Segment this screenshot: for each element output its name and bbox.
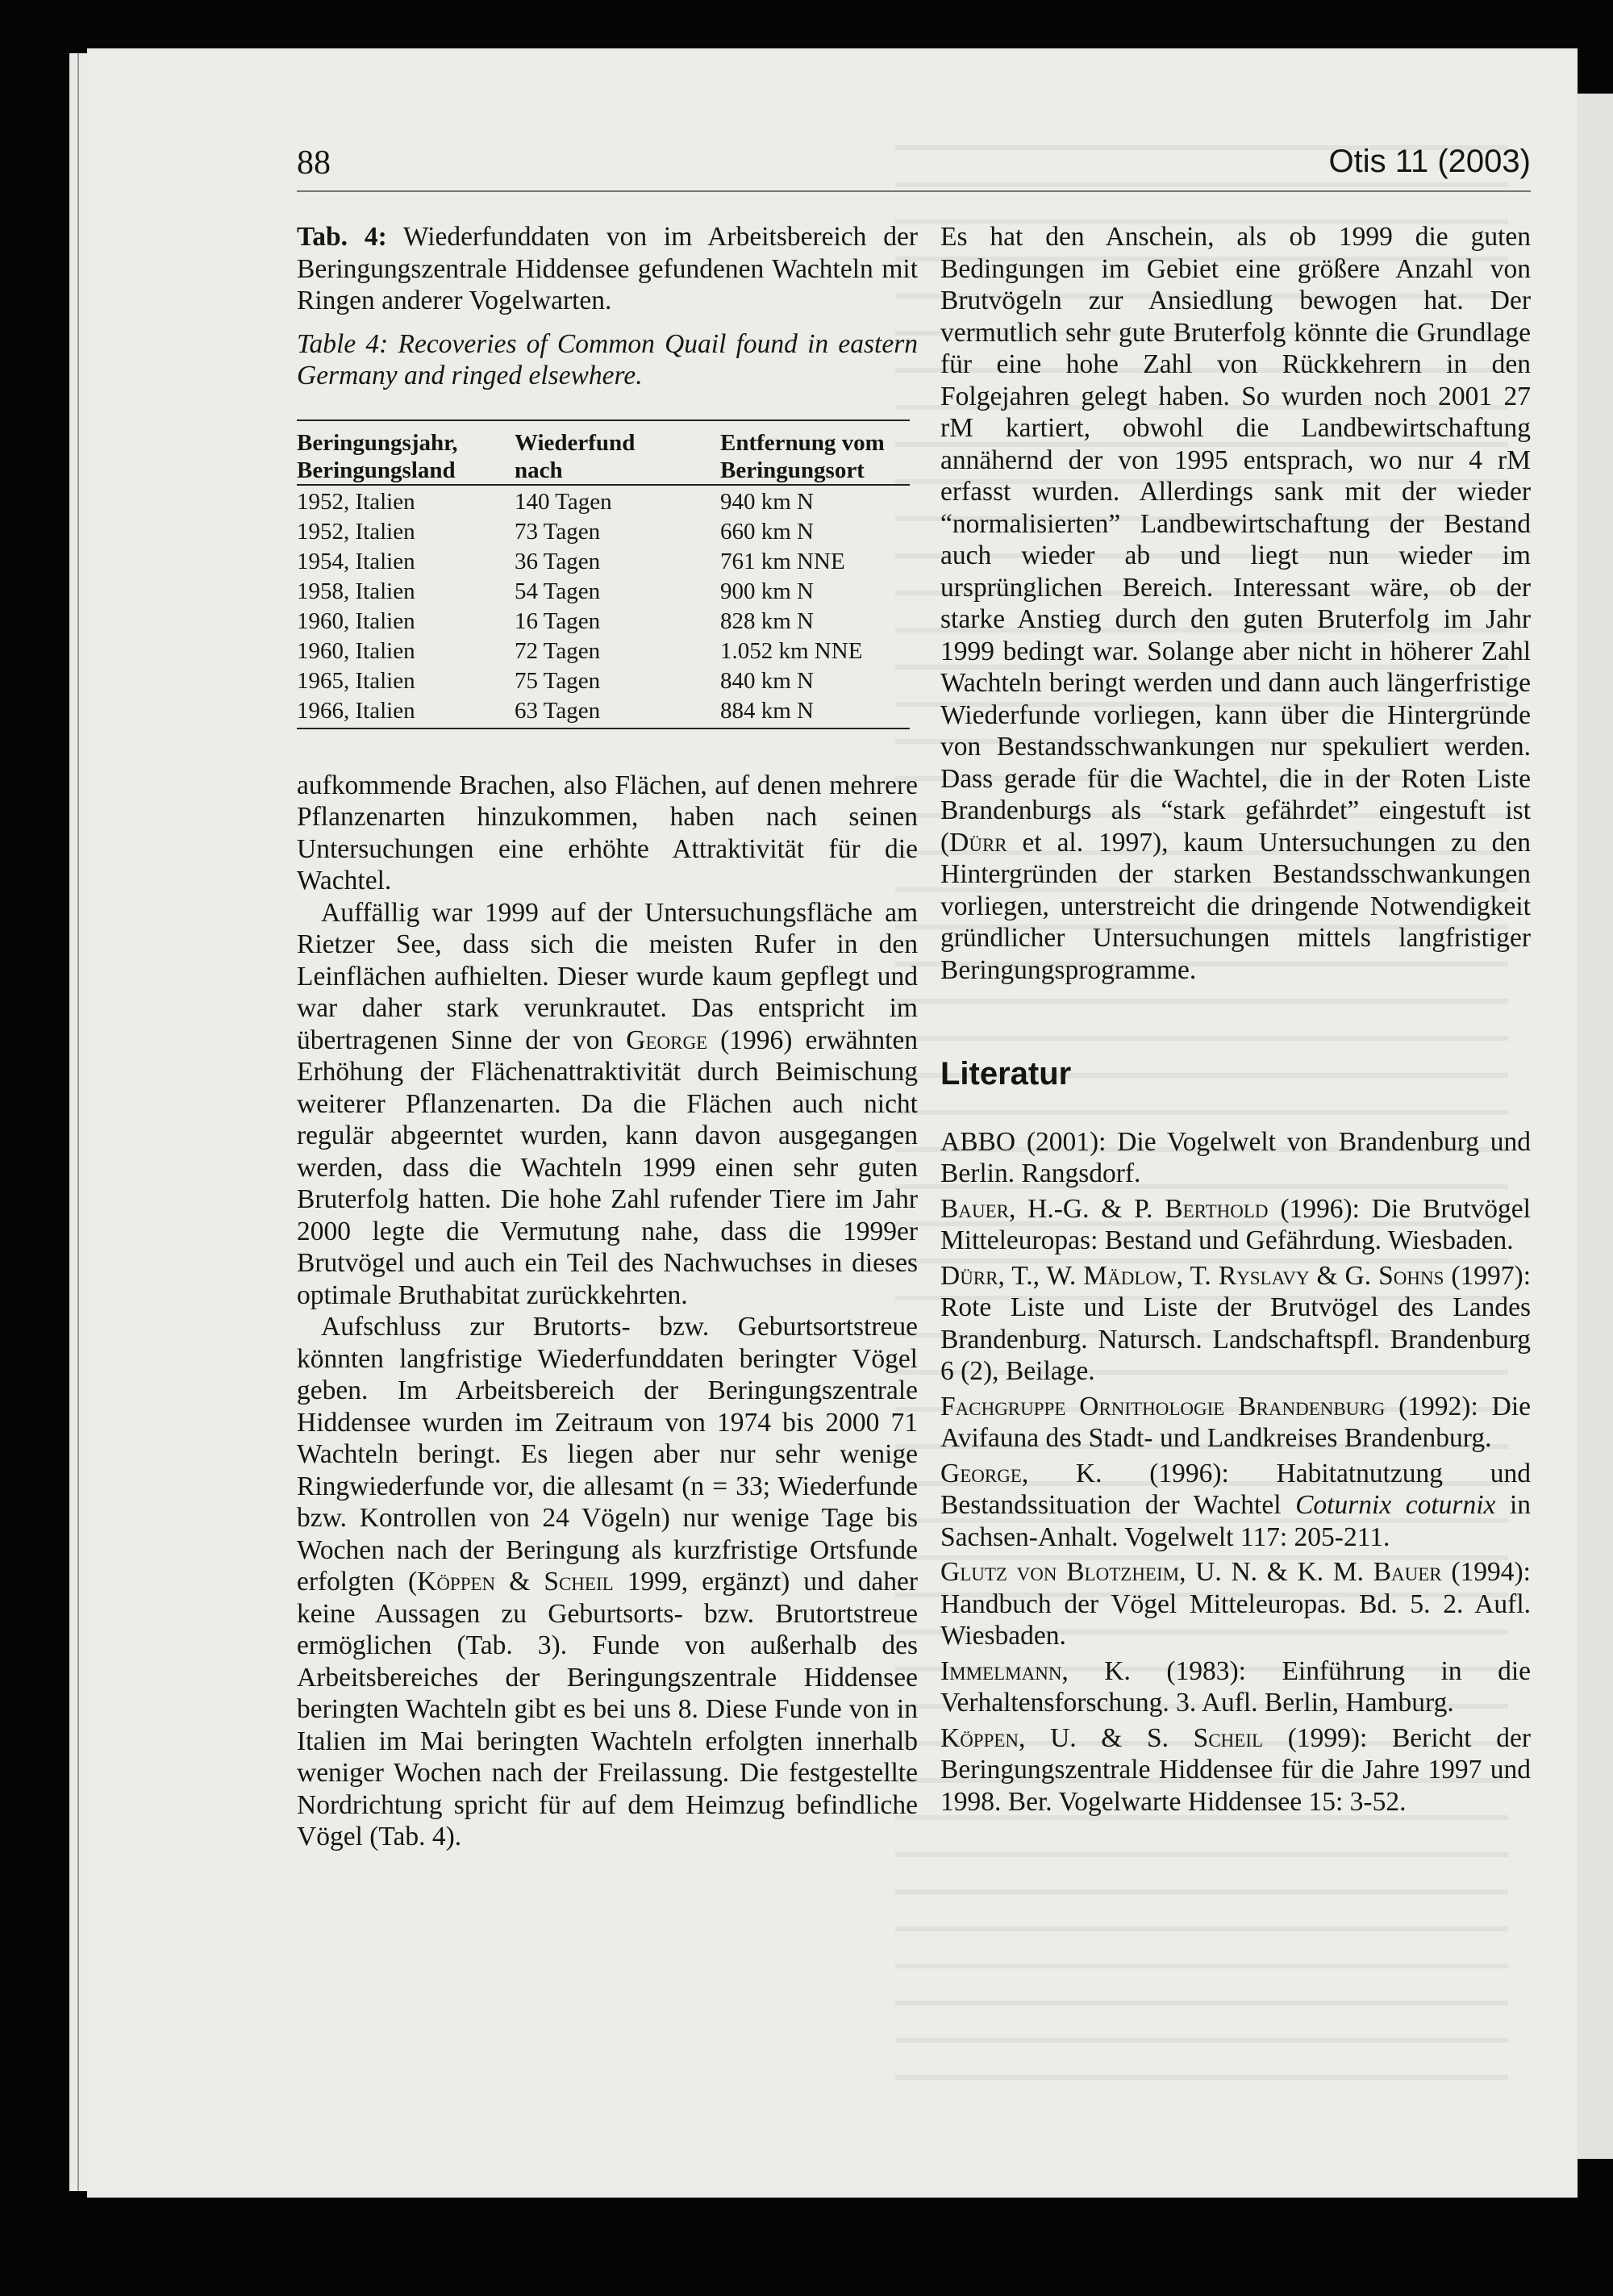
header-rule — [297, 190, 1531, 192]
table-caption-english — [297, 328, 918, 392]
literature-heading: Literatur — [940, 1056, 1072, 1092]
reference-authors: ABBO — [940, 1126, 1016, 1157]
reference-text: (1983): Einführung in die Verhaltensforschung. 3. Aufl. Berlin, Hamburg. — [940, 1655, 1531, 1718]
table-cell: 1952, Italien — [297, 488, 415, 515]
caption-en-text: Recoveries of Common Quail found in eastern Germany and ringed elsewhere. — [297, 328, 918, 390]
reference-text: (1997): Rote Liste und Liste der Brutvögel des Landes Brandenburg. Natursch. Landschaftspfl. Brandenburg 6 (2), Beilage. — [940, 1260, 1531, 1386]
header-line: Beringungsjahr, — [297, 429, 458, 456]
right-column — [940, 221, 1531, 1821]
table-row — [297, 516, 910, 545]
paragraph — [940, 221, 1531, 986]
table-row — [297, 665, 910, 695]
next-page-edge — [1577, 94, 1613, 2159]
running-header — [297, 144, 1531, 192]
paragraph-text: (1996) erwähnten Erhöhung der Flächenattraktivität durch Beimischung weiterer Pflanzenarten. Da die Flächen auch nicht regulär abgeerntet wurden, kann davon ausgegangen werden, dass die Wachteln 1999 einen sehr guten Bruterfolg hatten. Die hohe Zahl rufender Tiere im Jahr 2000 legte die Vermutung nahe, dass die 1999er Brutvögel und auch ein Teil des Nachwuchses in dieses optimale Bruthabitat zurückkehrten. — [297, 1025, 918, 1310]
table-cell: 1958, Italien — [297, 578, 415, 604]
table-cell: 840 km N — [720, 667, 814, 694]
header-line: Wiederfund — [515, 429, 636, 456]
author-name: Köppen & Scheil — [417, 1567, 614, 1597]
table-row — [297, 695, 910, 728]
paragraph-text: 1999, ergänzt) und daher keine Aussagen zu Geburtsorts- bzw. Brutortstreue ermöglichen (Tab. 3). Funde von außerhalb des Arbeitsbereiches der Beringungszentrale Hiddensee beringten Wachteln gibt es bei uns 8. Diese Funde von in Italien im Mai beringten Wachteln erfolgten innerhalb weniger Wochen nach der Freilassung. Die festgestellte Nordrichtung spricht für auf dem Heimzug befindliche Vögel (Tab. 4). — [297, 1567, 918, 1851]
column-header — [720, 420, 910, 485]
reference-text: (1999): Bericht der Beringungszentrale Hiddensee für die Jahre 1997 und 1998. Ber. Vogelwarte Hiddensee 15: 3-52. — [940, 1722, 1532, 1817]
table-cell: 900 km N — [720, 578, 814, 604]
table-cell: 16 Tagen — [515, 607, 601, 634]
header-line: Beringungsland — [297, 457, 456, 483]
table-cell: 660 km N — [720, 518, 814, 545]
header-line: Entfernung vom — [720, 429, 885, 456]
table-cell: 1952, Italien — [297, 518, 415, 545]
reference-text: (1996): Habitatnutzung und Bestandssituation der Wachtel — [940, 1458, 1531, 1520]
reference-text: (2001): Die Vogelwelt von Brandenburg und Berlin. Rangsdorf. — [940, 1126, 1531, 1188]
table-row — [297, 485, 910, 516]
table-cell: 63 Tagen — [515, 695, 720, 728]
table-cell: 940 km N — [720, 488, 814, 515]
caption-en-label: Table 4: — [297, 328, 389, 359]
table-cell: 761 km NNE — [720, 548, 845, 574]
reference-authors: Immelmann, K. — [940, 1655, 1131, 1686]
author-name: Dürr — [949, 827, 1007, 858]
table-row — [297, 635, 910, 665]
page-number: 88 — [297, 144, 331, 182]
reference-authors: George, K. — [940, 1458, 1102, 1488]
journal-title: Otis 11 (2003) — [1328, 144, 1531, 179]
table-cell: 1966, Italien — [297, 695, 515, 728]
table-cell: 1965, Italien — [297, 667, 415, 694]
column-header — [515, 420, 720, 485]
table-cell: 884 km N — [720, 695, 910, 728]
left-column — [297, 221, 918, 1853]
reference-entry — [940, 1126, 1531, 1190]
table-row — [297, 605, 910, 635]
table-caption — [297, 221, 918, 317]
paragraph — [297, 1311, 918, 1853]
reference-authors: Dürr, T., W. Mädlow, T. Ryslavy & G. Sohns — [940, 1260, 1444, 1291]
table-cell: 36 Tagen — [515, 548, 601, 574]
table-cell: 1960, Italien — [297, 607, 415, 634]
table-cell: 75 Tagen — [515, 667, 601, 694]
paragraph: aufkommende Brachen, also Flächen, auf denen mehrere Pflanzenarten hinzukommen, haben nach seinen Untersuchungen eine erhöhte Attraktivität für die Wachtel. — [297, 770, 918, 895]
table-cell: 72 Tagen — [515, 637, 601, 664]
table-cell: 73 Tagen — [515, 518, 601, 545]
reference-entry — [940, 1458, 1531, 1554]
reference-text: in Sachsen-Anhalt. Vogelwelt 117: 205-211. — [940, 1490, 1531, 1552]
header-line: nach — [515, 457, 563, 483]
reference-entry — [940, 1556, 1531, 1652]
recoveries-table — [297, 420, 910, 729]
table-cell: 54 Tagen — [515, 578, 601, 604]
column-header — [297, 420, 515, 485]
table-cell: 828 km N — [720, 607, 814, 634]
table-header-row — [297, 420, 910, 485]
paragraph-text: Es hat den Anschein, als ob 1999 die guten Bedingungen im Gebiet eine größere Anzahl von Brutvögeln zur Ansiedlung bewogen hat. Der vermutlich sehr gute Bruterfolg könnte die Grundlage für eine hohe Zahl von Rückkehrern in den Folgejahren gelegt haben. So wurden noch 2001 27 rM kartiert, obwohl die Landbewirtschaftung annähernd der von 1995 entsprach, wo nur 4 rM erfasst wurden. Allerdings sank mit der wieder “normalisierten” Landbewirtschaftung der Bestand auch wieder ab und liegt nun wieder im ursprünglichen Bereich. Interessant wäre, ob der starke Anstieg durch den guten Bruterfolg im Jahr 1999 bedingt war. Solange aber nicht in höherer Zahl Wachteln beringt werden und dann auch längerfristige Wiederfunde vorliegen, kann über die Hintergründe von Bestandsschwankungen nur spekuliert werden. Dass gerade für die Wachtel, die in der Roten Liste Brandenburgs als “stark gefährdet” eingestuft ist ( — [940, 222, 1531, 858]
reference-authors: Bauer, H.-G. & P. Berthold — [940, 1193, 1269, 1224]
reference-authors: Köppen, U. & S. Scheil — [940, 1722, 1264, 1753]
page-edge-line — [77, 53, 79, 2191]
table-row — [297, 545, 910, 575]
reference-entry — [940, 1193, 1531, 1257]
paragraph — [297, 897, 918, 1312]
reference-authors: Fachgruppe Ornithologie Brandenburg — [940, 1391, 1386, 1421]
reference-entry — [940, 1391, 1531, 1455]
reference-entry — [940, 1260, 1531, 1388]
table-cell: 1954, Italien — [297, 548, 415, 574]
reference-entry — [940, 1722, 1531, 1818]
reference-text: (1996): Die Brutvögel Mitteleuropas: Bestand und Gefährdung. Wiesbaden. — [940, 1193, 1531, 1255]
reference-text: (1994): Handbuch der Vögel Mitteleuropas. Bd. 5. 2. Aufl. Wiesbaden. — [940, 1557, 1531, 1651]
paragraph-text: et al. 1997), kaum Untersuchungen zu den Hintergründen der starken Bestandsschwankungen vorliegen, unterstreicht die dringende Notwendigkeit gründlicher Untersuchungen mittels langfristiger Beringungsprogramme. — [940, 827, 1531, 985]
table-row — [297, 575, 910, 605]
table-cell: 1960, Italien — [297, 637, 415, 664]
species-name: Coturnix coturnix — [1295, 1490, 1496, 1520]
caption-label: Tab. 4: — [297, 222, 387, 252]
reference-entry — [940, 1655, 1531, 1719]
author-name: George — [626, 1025, 708, 1055]
reference-text: (1992): Die Avifauna des Stadt- und Landkreises Brandenburg. — [940, 1391, 1531, 1453]
table-cell: 140 Tagen — [515, 488, 612, 515]
caption-text: Wiederfunddaten von im Arbeitsbereich der Beringungszentrale Hiddensee gefundenen Wachteln mit Ringen anderer Vogelwarten. — [297, 222, 918, 315]
table-cell: 1.052 km NNE — [720, 637, 863, 664]
header-line: Beringungsort — [720, 457, 865, 483]
paragraph-text: Aufschluss zur Brutorts- bzw. Geburtsortstreue könnten langfristige Wiederfunddaten beringter Vögel geben. Im Arbeitsbereich der Beringungszentrale Hiddensee wurden im Zeitraum von 1974 bis 2000 71 Wachteln beringt. Es liegen aber nur sehr wenige Ringwiederfunde vor, die allesamt (n = 33; Wiederfunde bzw. Kontrollen von 24 Vögeln) nur wenige Tage bis Wochen nach der Beringung als kurzfristige Ortsfunde erfolgten ( — [297, 1312, 918, 1597]
paragraph-text: Auffällig war 1999 auf der Untersuchungsfläche am Rietzer See, dass sich die meisten Rufer in den Leinflächen aufhielten. Dieser wurde kaum gepflegt und war daher stark verunkrautet. Das entspricht im übertragenen Sinne der von — [297, 897, 918, 1055]
reference-authors: Glutz von Blotzheim, U. N. & K. M. Bauer — [940, 1557, 1442, 1587]
